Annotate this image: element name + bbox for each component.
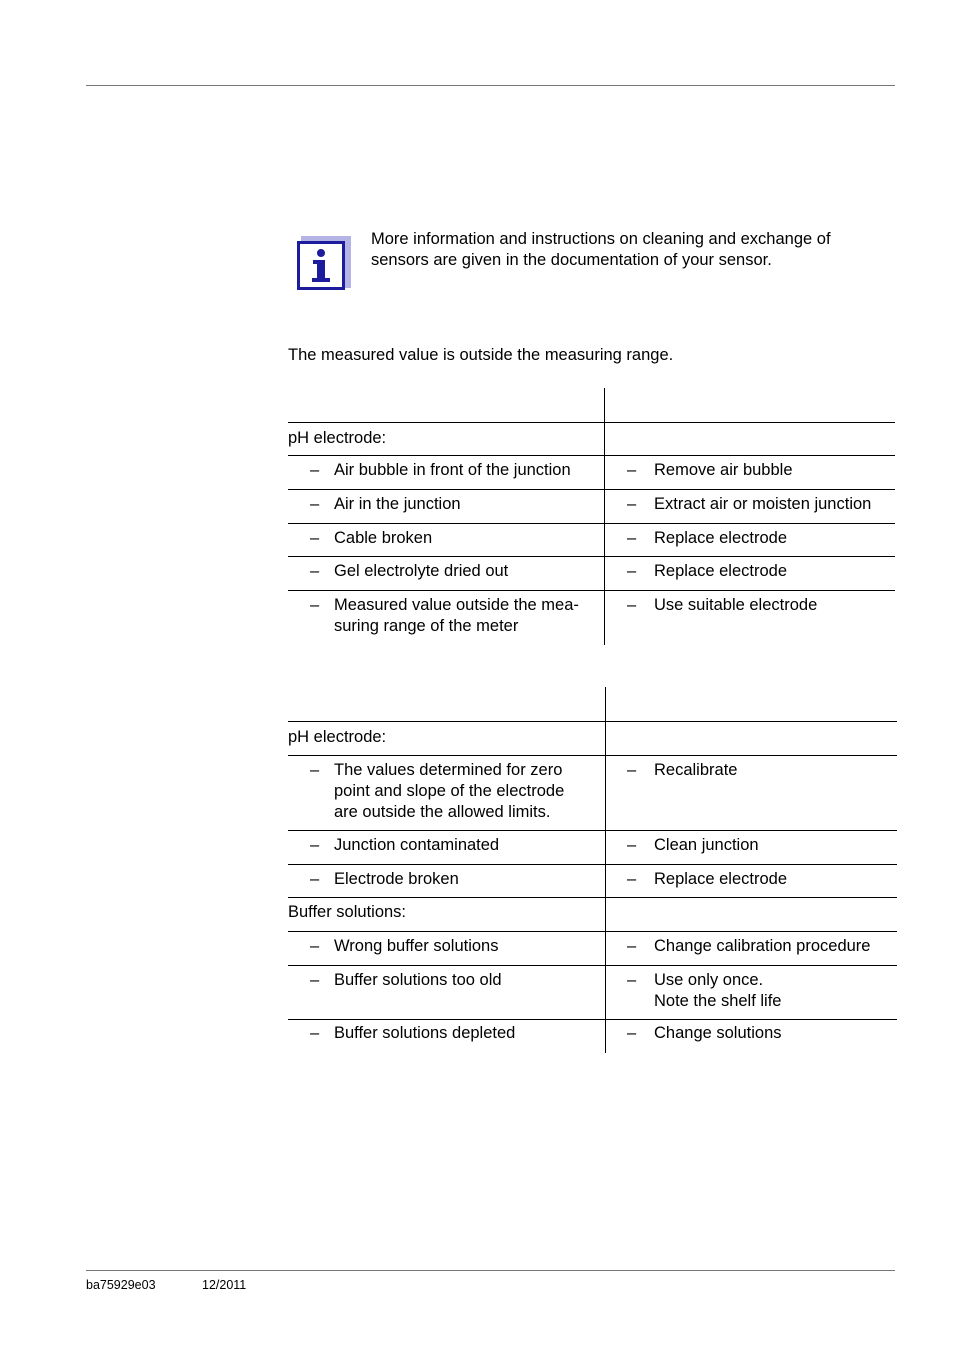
remedy-cell: – Change calibration procedure xyxy=(627,937,871,955)
table-header-row xyxy=(288,422,895,447)
column-divider xyxy=(605,687,606,1053)
table-row xyxy=(288,830,897,854)
cause-cell: – Cable broken xyxy=(310,529,433,547)
info-note-text xyxy=(371,229,891,271)
remedy-cell: – Use suitable electrode xyxy=(627,596,818,614)
remedy-cell: – Use only once. Note the shelf life xyxy=(627,971,782,1010)
table-row xyxy=(288,965,897,1010)
table-header-row xyxy=(288,721,897,746)
table-row xyxy=(288,864,897,888)
info-note-line-1: More information and instructions on cleaning and exchange of xyxy=(371,230,831,248)
cause-cell: – Air in the junction xyxy=(310,495,461,513)
cause-cell: – Junction contaminated xyxy=(310,836,500,854)
lead-text: The measured value is outside the measuring range. xyxy=(288,346,674,364)
info-icon xyxy=(297,236,351,292)
remedy-cell: – Replace electrode xyxy=(627,562,787,580)
table-row xyxy=(288,931,897,955)
table-row xyxy=(288,523,895,547)
header-rule xyxy=(86,85,895,86)
table-row xyxy=(288,755,897,821)
cause-cell: – Buffer solutions too old xyxy=(310,971,502,989)
remedy-cell: – Recalibrate xyxy=(627,761,738,779)
section-label-ph-electrode: pH electrode: xyxy=(288,728,387,746)
info-note-line-2: sensors are given in the documentation of your sensor. xyxy=(371,251,772,269)
table-row xyxy=(288,1019,897,1042)
footer-rule xyxy=(86,1270,895,1271)
troubleshooting-table-1 xyxy=(288,388,895,645)
remedy-cell: – Extract air or moisten junction xyxy=(627,495,872,513)
remedy-cell: – Replace electrode xyxy=(627,529,787,547)
cause-cell: – Air bubble in front of the junction xyxy=(310,461,571,479)
table-row xyxy=(288,455,895,479)
remedy-cell: – Change solutions xyxy=(627,1024,782,1042)
column-divider xyxy=(604,388,605,645)
cause-cell: – Wrong buffer solutions xyxy=(310,937,499,955)
footer-date: 12/2011 xyxy=(202,1278,247,1292)
remedy-cell: – Remove air bubble xyxy=(627,461,793,479)
troubleshooting-table-2 xyxy=(288,687,897,1053)
cause-cell: – Electrode broken xyxy=(310,870,459,888)
cause-cell: – Measured value outside the mea- suring range of the meter xyxy=(310,596,579,635)
footer-doc-number: ba75929e03 xyxy=(86,1278,156,1292)
section-label-row xyxy=(288,897,897,921)
table-row xyxy=(288,489,895,513)
remedy-cell: – Replace electrode xyxy=(627,870,787,888)
section-label-buffer-solutions: Buffer solutions: xyxy=(288,903,407,921)
section-label-ph-electrode: pH electrode: xyxy=(288,429,387,447)
cause-cell: – Buffer solutions depleted xyxy=(310,1024,516,1042)
table-row xyxy=(288,556,895,580)
cause-cell: – The values determined for zero point and slope of the electrode are outside the allowed limits. xyxy=(310,761,565,821)
cause-cell: – Gel electrolyte dried out xyxy=(310,562,509,580)
remedy-cell: – Clean junction xyxy=(627,836,759,854)
table-row xyxy=(288,590,895,635)
